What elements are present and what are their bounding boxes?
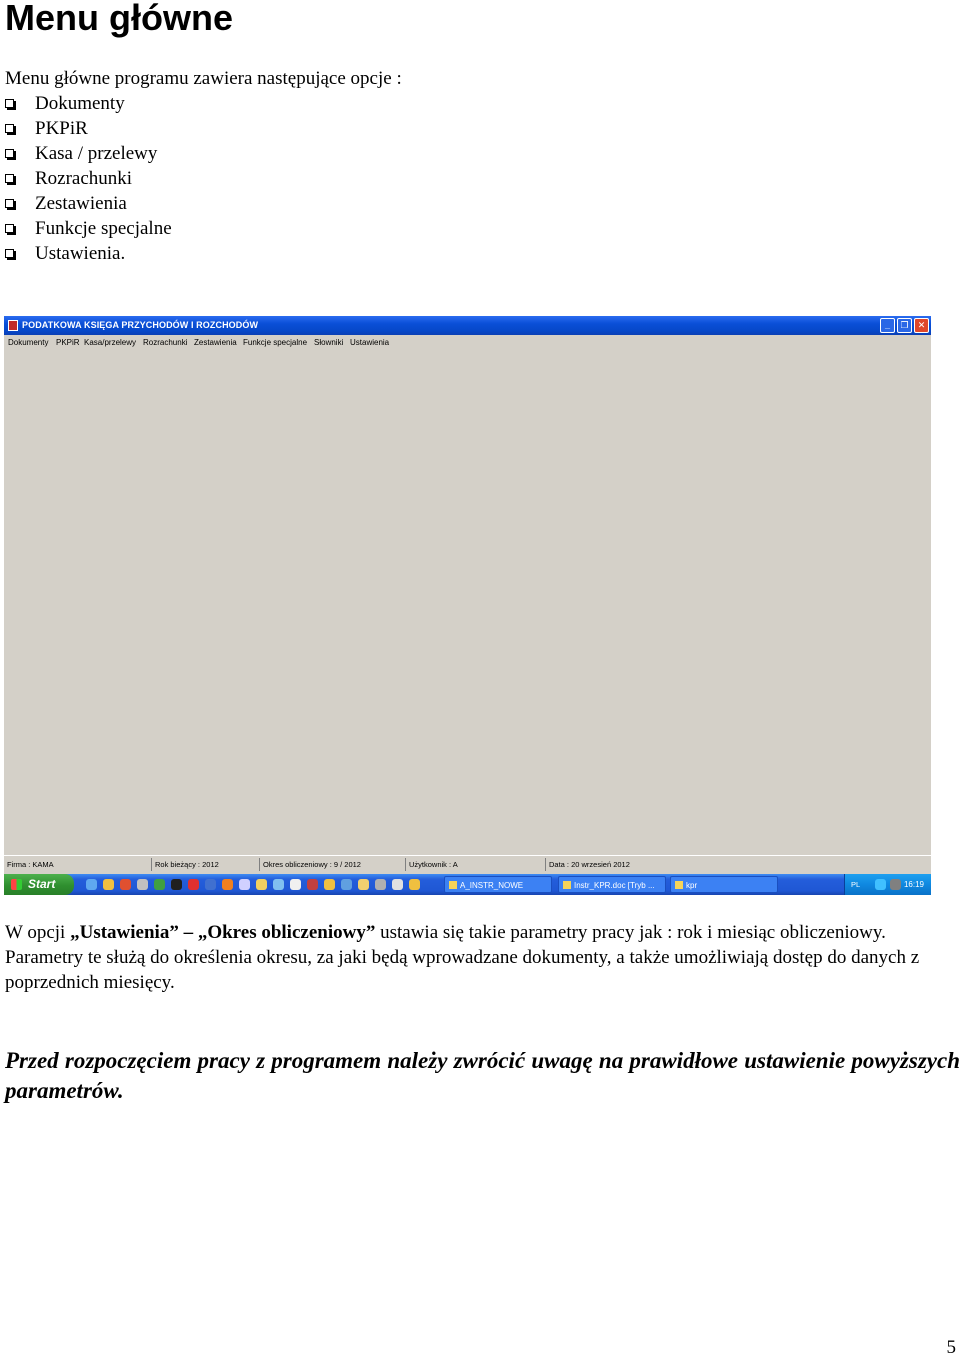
menu-options-list [5,91,172,266]
list-item: Kasa / przelewy [5,141,172,166]
quicklaunch-app-icon[interactable] [154,879,165,890]
quicklaunch-app-icon[interactable] [324,879,335,890]
checkbox-bullet-icon [5,199,14,208]
taskbar-item[interactable]: Instr_KPR.doc [Tryb ... [558,876,666,893]
system-tray [844,874,931,895]
close-button[interactable]: ✕ [914,318,929,333]
checkbox-bullet-icon [5,249,14,258]
menu-funkcje-specjalne[interactable]: Funkcje specjalne [243,338,308,347]
quicklaunch-app-icon[interactable] [256,879,267,890]
quicklaunch-folder-icon[interactable] [103,879,114,890]
list-item: Zestawienia [5,191,172,216]
clock: 16:19 [903,880,924,889]
taskbar-item[interactable]: kpr [670,876,778,893]
quicklaunch-app-icon[interactable] [120,879,131,890]
menu-ustawienia[interactable]: Ustawienia [350,338,390,347]
status-rok: Rok bieżący : 2012 [151,858,259,871]
checkbox-bullet-icon [5,224,14,233]
intro-text: Menu główne programu zawiera następujące opcje : [5,68,402,89]
window-titlebar[interactable] [4,316,931,335]
quicklaunch-app-icon[interactable] [290,879,301,890]
list-item: Funkcje specjalne [5,216,172,241]
tray-icon[interactable] [875,879,886,890]
status-okres: Okres obliczeniowy : 9 / 2012 [259,858,405,871]
quicklaunch-app-icon[interactable] [358,879,369,890]
list-item: Rozrachunki [5,166,172,191]
checkbox-bullet-icon [5,149,14,158]
menu-zestawienia[interactable]: Zestawienia [194,338,237,347]
quicklaunch-app-icon[interactable] [239,879,250,890]
quicklaunch-app-icon[interactable] [409,879,420,890]
page-title: Menu główne [5,0,233,38]
description-paragraph: W opcji „Ustawienia” – „Okres obliczeniowy” ustawia się takie parametry pracy jak : rok i miesiąc obliczeniowy. Parametry te służą do określenia okresu, za jaki będą wprowadzane dokumenty, a także umożliwiają dostęp do danych z poprzednich miesięcy. [5,922,920,993]
app-screenshot [4,316,931,895]
quicklaunch-app-icon[interactable] [171,879,182,890]
quicklaunch-app-icon[interactable] [205,879,216,890]
menu-slowniki[interactable]: Słowniki [314,338,344,347]
quicklaunch-app-icon[interactable] [375,879,386,890]
taskbar-item[interactable]: A_INSTR_NOWE [444,876,552,893]
window-title: PODATKOWA KSIĘGA PRZYCHODÓW I ROZCHODÓW [22,320,259,330]
app-icon [8,320,18,331]
quicklaunch-app-icon[interactable] [392,879,403,890]
menu-pkpir[interactable]: PKPiR [56,338,80,347]
language-indicator[interactable]: PL [851,880,861,889]
quicklaunch-app-icon[interactable] [273,879,284,890]
note-paragraph: Przed rozpoczęciem pracy z programem należy zwrócić uwagę na prawidłowe ustawienie powyższych parametrów. [5,1048,960,1103]
menu-rozrachunki[interactable]: Rozrachunki [143,338,188,347]
list-item: Ustawienia. [5,241,172,266]
quicklaunch-ie-icon[interactable] [86,879,97,890]
app-statusbar [4,855,931,874]
app-menubar [4,335,931,351]
tray-icon[interactable] [890,879,901,890]
quicklaunch-app-icon[interactable] [137,879,148,890]
windows-taskbar [4,874,931,895]
quicklaunch-app-icon[interactable] [188,879,199,890]
menu-kasa-przelewy[interactable]: Kasa/przelewy [84,338,137,347]
checkbox-bullet-icon [5,174,14,183]
page-number: 5 [946,1337,956,1358]
quicklaunch-app-icon[interactable] [341,879,352,890]
ustawienia-term: Ustawienia [79,922,170,943]
checkbox-bullet-icon [5,124,14,133]
maximize-button[interactable]: ❐ [897,318,912,333]
minimize-button[interactable]: _ [880,318,895,333]
checkbox-bullet-icon [5,99,14,108]
status-firma: Firma : KAMA [7,860,54,869]
start-button[interactable]: Start [4,874,74,895]
quicklaunch-app-icon[interactable] [307,879,318,890]
list-item: Dokumenty [5,91,172,116]
list-item: PKPiR [5,116,172,141]
status-data: Data : 20 wrzesień 2012 [545,858,931,871]
windows-logo-icon [11,879,22,890]
quicklaunch-firefox-icon[interactable] [222,879,233,890]
status-uzytkownik: Użytkownik : A [405,858,545,871]
menu-dokumenty[interactable]: Dokumenty [8,338,49,347]
app-workspace [4,351,931,855]
okres-obliczeniowy-term: Okres obliczeniowy [207,922,366,943]
